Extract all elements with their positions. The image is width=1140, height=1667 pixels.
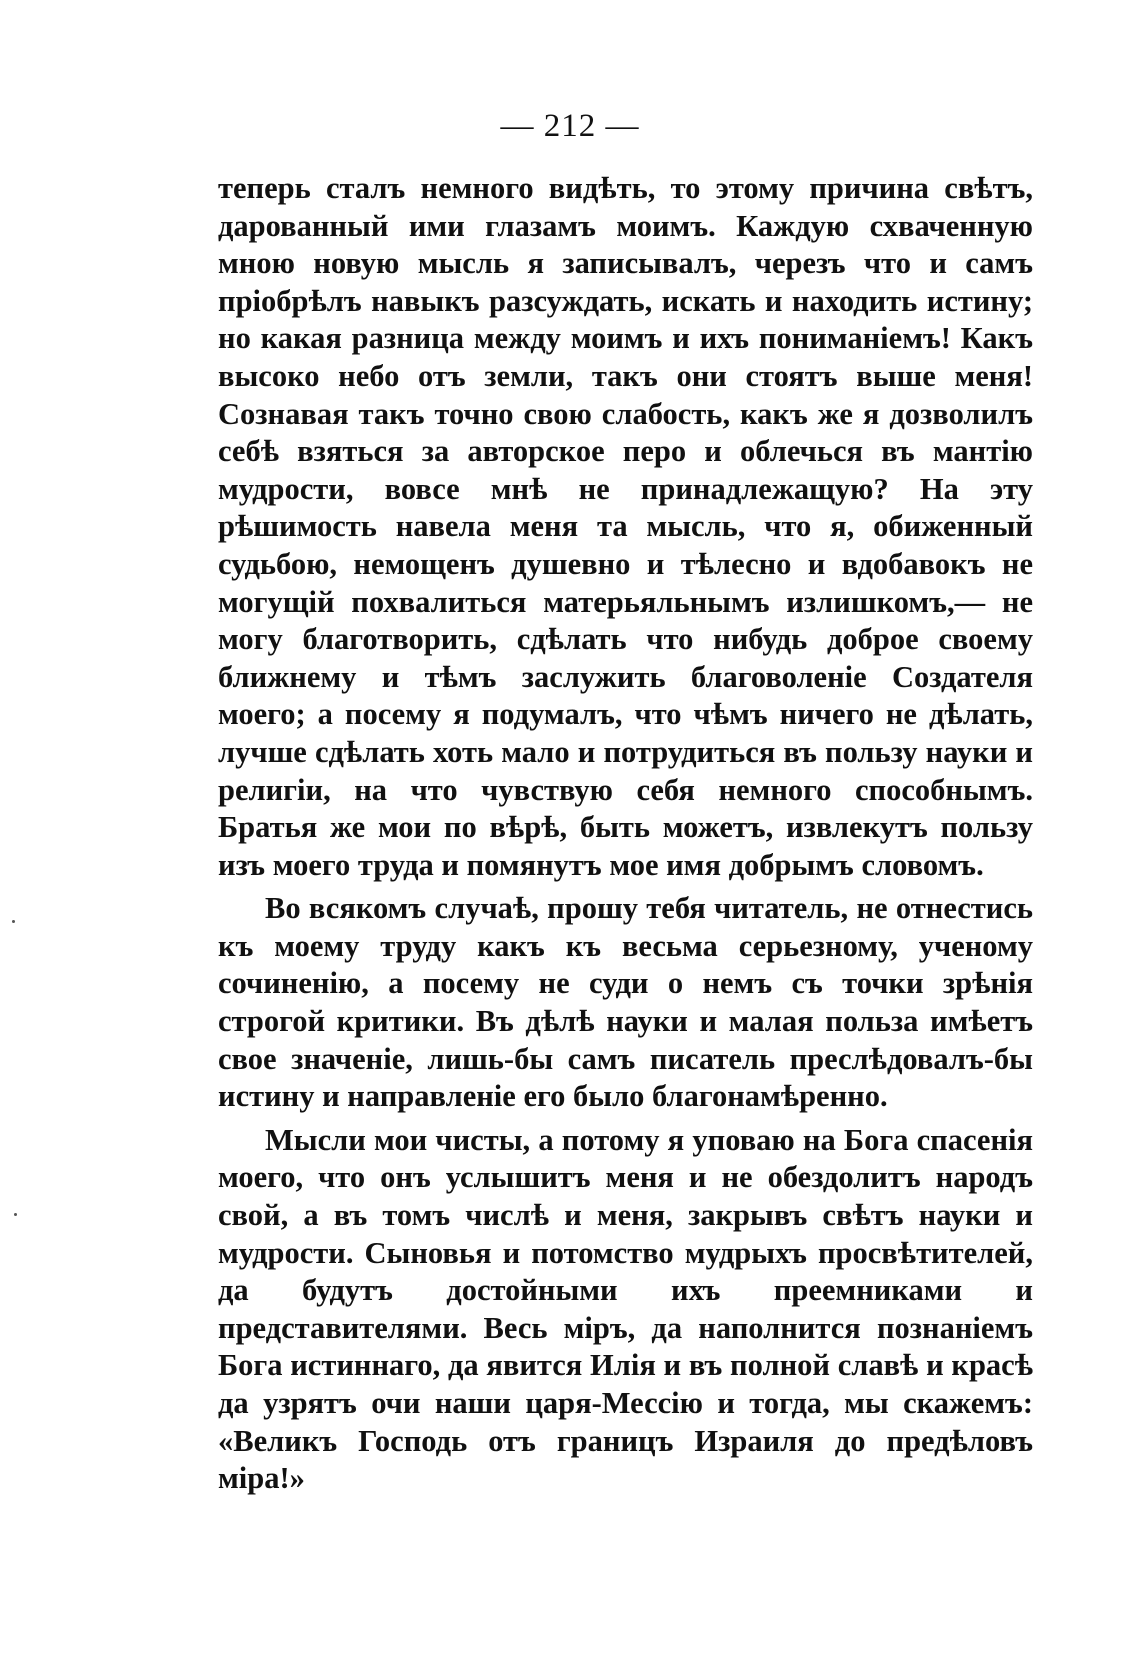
page-number: — 212 — (500, 108, 640, 144)
paragraph-3: Мысли мои чисты, а потому я уповаю на Бога спасенія моего, что онъ услышитъ меня и не обездолитъ народъ свой, а въ томъ числѣ и меня, закрывъ свѣтъ науки и мудрости. Сыновья и потомство мудрыхъ просвѣтителей, да будутъ достойными ихъ преемниками и представителями. Весь міръ, да наполнится познаніемъ Бога истиннаго, да явится Илія и въ полной славѣ и красѣ да узрятъ очи наши царя-Мессію и тогда, мы скажемъ: «Великъ Господь отъ границъ Израиля до предѣловъ міра!» (218, 1122, 1033, 1496)
scan-speck (12, 920, 15, 923)
paragraph-1: теперь сталъ немного видѣть, то этому причина свѣтъ, дарованный ими глазамъ моимъ. Каждую схваченную мною новую мысль я записывалъ, черезъ что и самъ пріобрѣлъ навыкъ разсуждать, искать и находить истину; но какая разница между моимъ и ихъ пониманіемъ! Какъ высоко небо отъ земли, такъ они стоятъ выше меня! Сознавая такъ точно свою слабость, какъ же я дозволилъ себѣ взяться за авторское перо и облечься въ мантію мудрости, вовсе мнѣ не принадлежащую? На эту рѣшимость навела меня та мысль, что я, обиженный судьбою, немощенъ душевно и тѣлесно и вдобавокъ не могущій похвалиться матерьяльнымъ излишкомъ,— не могу благотворить, сдѣлать что нибудь доброе своему ближнему и тѣмъ заслужить благоволеніе Создателя моего; а посему я подумалъ, что чѣмъ ничего не дѣлать, лучше сдѣлать хоть мало и потрудиться въ пользу науки и религіи, на что чувствую себя немного способнымъ. Братья же мои по вѣрѣ, быть можетъ, извлекутъ пользу изъ моего труда и помянутъ мое имя добрымъ словомъ. (218, 171, 1033, 882)
paragraph-2: Во всякомъ случаѣ, прошу тебя читатель, не отнестись къ моему труду какъ къ весьма серьезному, ученому сочиненію, а посему не суди о немъ съ точки зрѣнія строгой критики. Въ дѣлѣ науки и малая польза имѣетъ свое значеніе, лишь-бы самъ писатель преслѣдовалъ-бы истину и направленіе его было благонамѣренно. (218, 891, 1033, 1114)
scan-speck (14, 1213, 17, 1216)
body-text (218, 170, 1033, 1498)
